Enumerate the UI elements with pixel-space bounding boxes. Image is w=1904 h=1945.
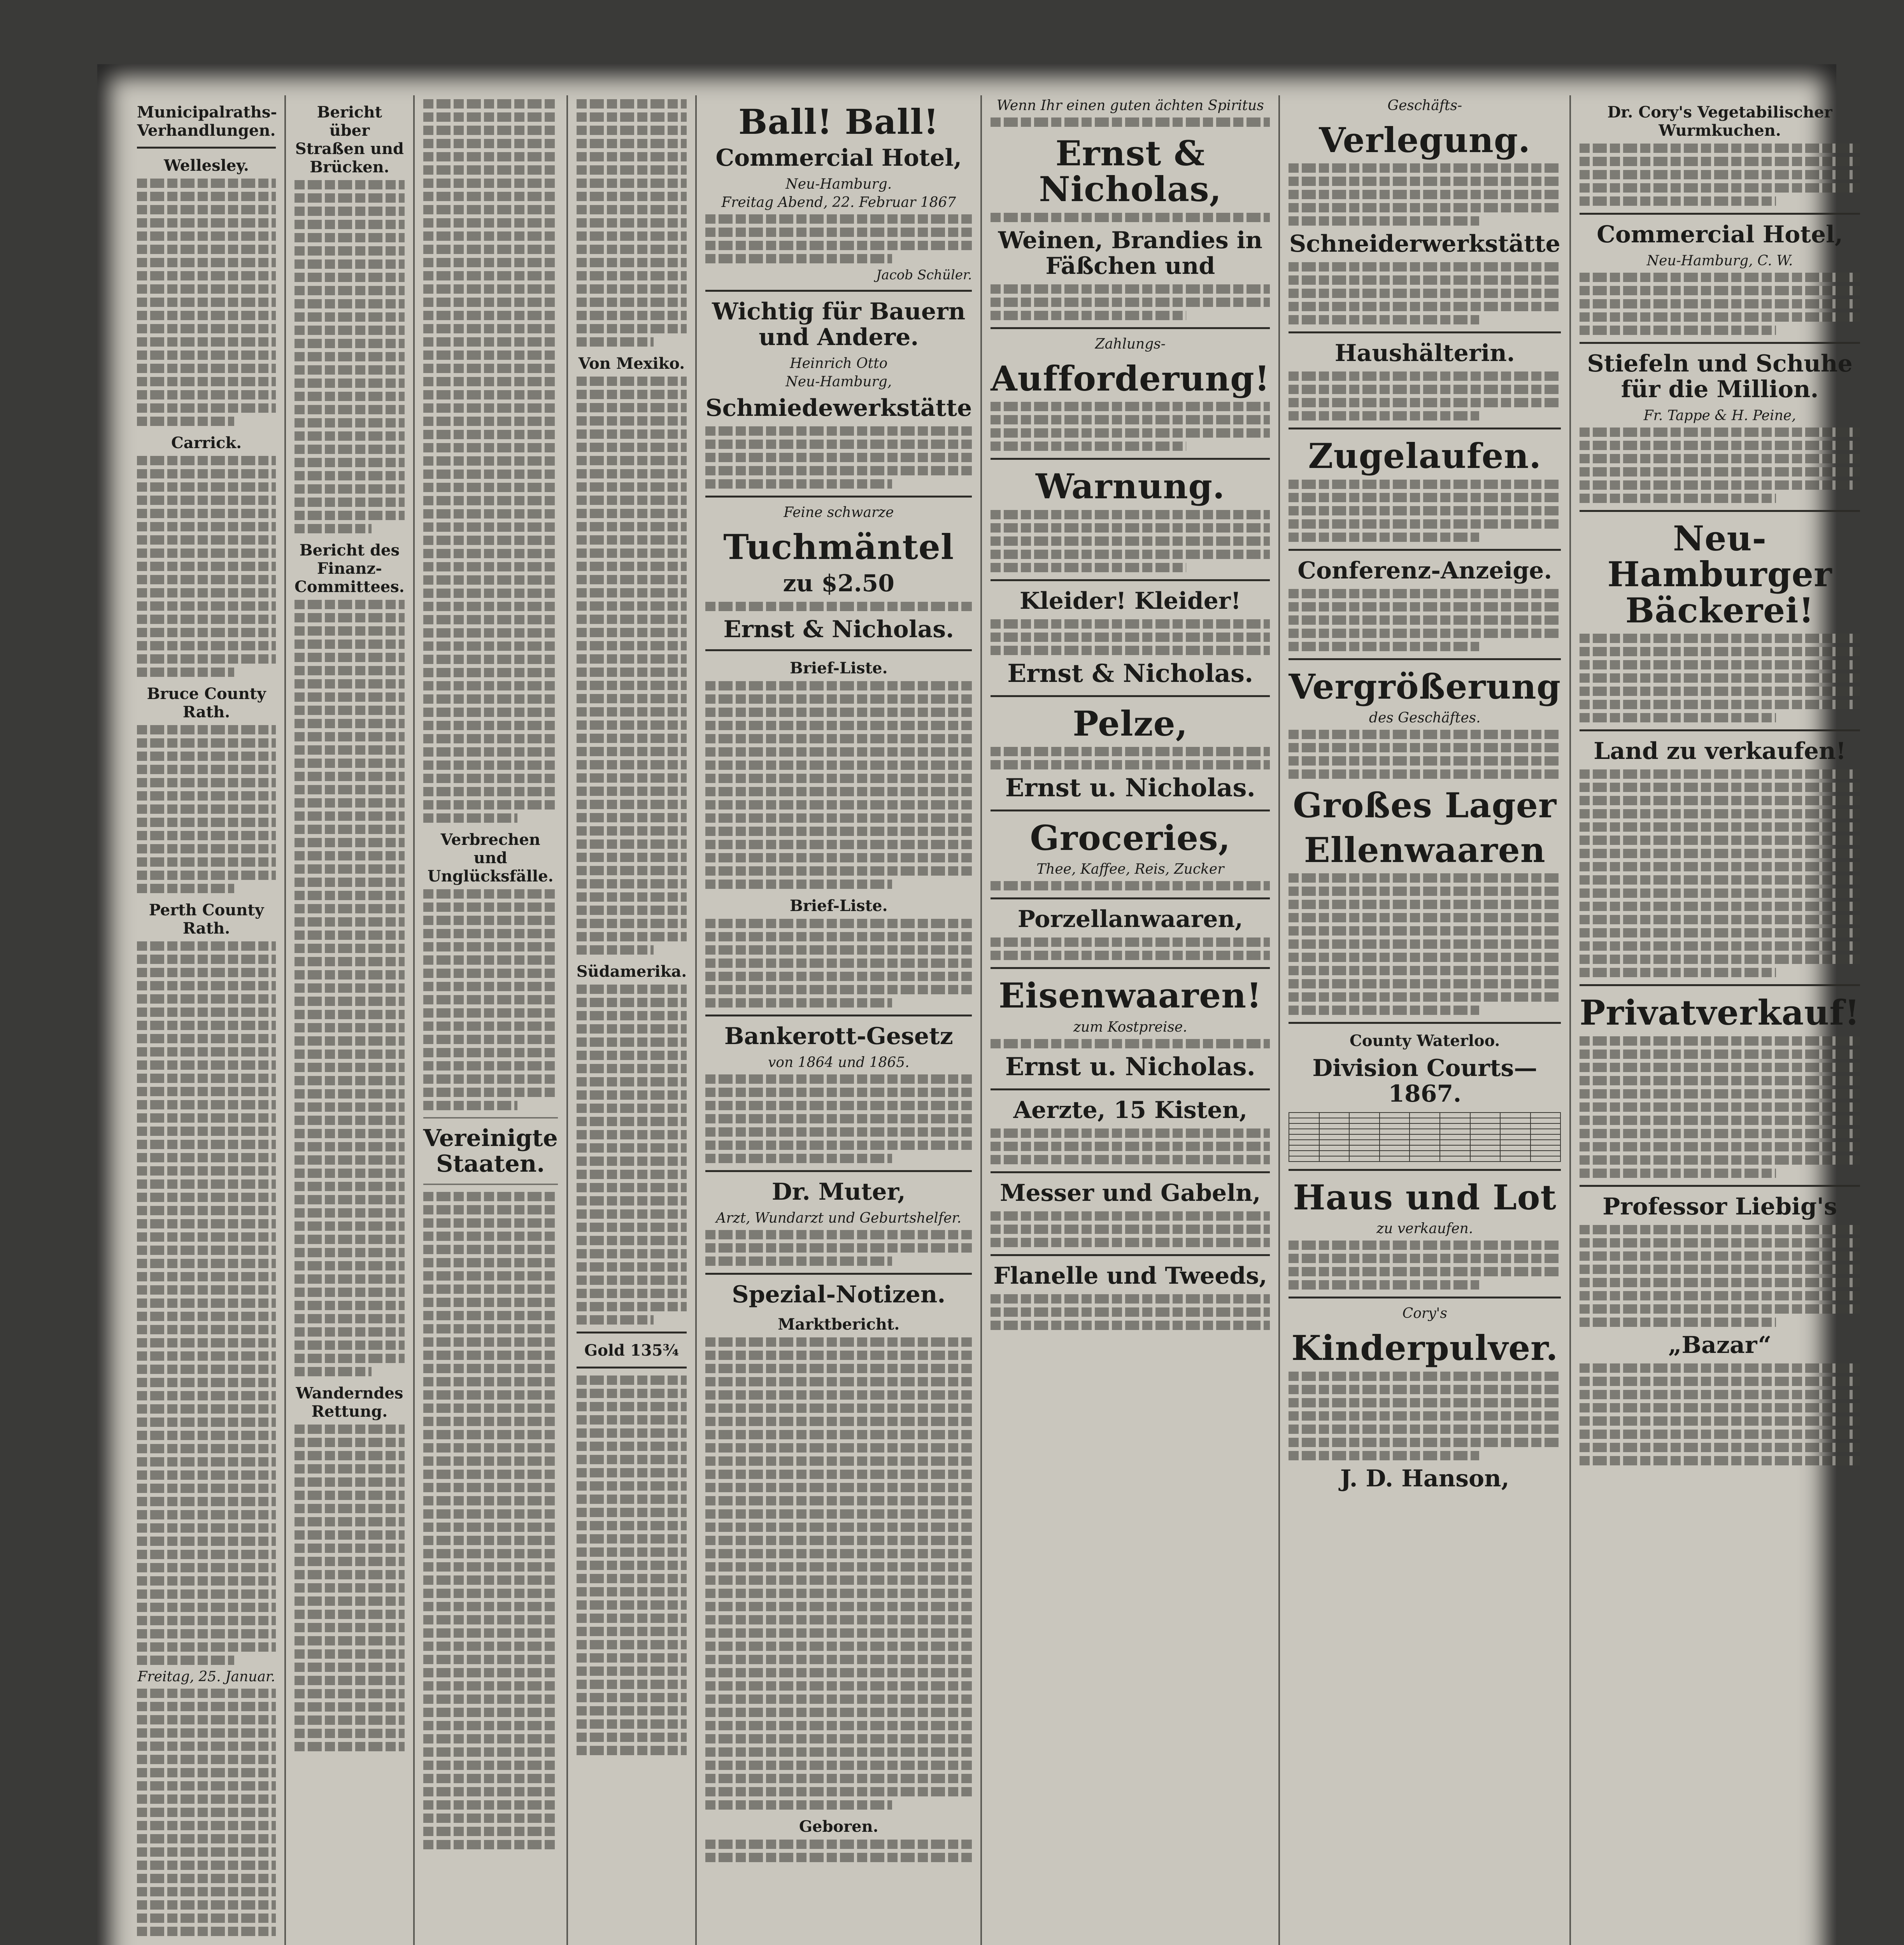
messer-title: Messer und Gabeln,: [1000, 1179, 1261, 1207]
grosses-lager: Großes Lager: [1293, 785, 1557, 826]
county-waterloo: County Waterloo.: [1350, 1031, 1500, 1050]
eisen-title: Eisenwaaren!: [998, 975, 1262, 1016]
ellenwaaren-title: Ellenwaaren: [1304, 829, 1546, 870]
division-courts-table: [1289, 1112, 1561, 1162]
column-3: [415, 95, 568, 1945]
zugelaufen-title: Zugelaufen.: [1308, 436, 1542, 477]
column-1: [128, 95, 286, 1945]
aufforderung-title: Aufforderung!: [991, 358, 1270, 399]
muter-name: Dr. Muter,: [771, 1178, 906, 1206]
section-carrick: Carrick.: [171, 434, 242, 452]
verlegung-title: Verlegung.: [1319, 120, 1531, 160]
ball-title: Ball! Ball!: [738, 102, 939, 142]
muter-sub: Arzt, Wundarzt und Geburtshelfer.: [716, 1210, 962, 1226]
conferenz-title: Conferenz-Anzeige.: [1297, 557, 1552, 584]
groceries-title: Groceries,: [1030, 817, 1231, 858]
bazar-title: „Bazar“: [1668, 1331, 1772, 1359]
spezial-notizen: Spezial-Notizen.: [732, 1281, 946, 1308]
column-7: [1280, 95, 1571, 1945]
pelze-title: Pelze,: [1073, 703, 1188, 744]
vergroesserung-title: Vergrößerung: [1289, 666, 1561, 707]
gold-price: Gold 135¾: [584, 1341, 679, 1360]
wichtig-heading: Wichtig für Bauern und Andere.: [712, 298, 966, 351]
baeckerei-title: Neu-Hamburger Bäckerei!: [1607, 518, 1832, 631]
corys-label: Cory's: [1402, 1305, 1447, 1322]
section-wellesley: Wellesley.: [164, 156, 249, 175]
corys-wurmkuchen: Dr. Cory's Vegetabilischer Wurmkuchen.: [1607, 103, 1832, 140]
land-title: Land zu verkaufen!: [1594, 738, 1846, 765]
column-8: [1571, 95, 1869, 1945]
column-6: [982, 95, 1280, 1945]
section-mexiko: Von Mexiko.: [578, 354, 685, 373]
hotel-place: Neu-Hamburg.: [785, 176, 892, 193]
tuch-price: zu $2.50: [783, 569, 894, 597]
marktbericht: Marktbericht.: [778, 1315, 900, 1333]
column-5: [697, 95, 982, 1945]
section-finanz: Bericht des Finanz-Committees.: [295, 541, 405, 596]
firm-b: Ernst u. Nicholas.: [1005, 773, 1255, 803]
tappe-peine: Fr. Tappe & H. Peine,: [1643, 408, 1796, 424]
stiefel-title: Stiefeln und Schuhe für die Million.: [1587, 350, 1853, 403]
spiritus-intro: Wenn Ihr einen guten ächten Spiritus: [996, 98, 1264, 114]
newspaper-page: [97, 64, 1860, 1945]
firm-c: Ernst u. Nicholas.: [1005, 1052, 1255, 1081]
section-strassen: Bericht über Straßen und Brücken.: [295, 103, 404, 176]
haus-und-lot: Haus und Lot: [1293, 1177, 1557, 1218]
brief-liste-2: Brief-Liste.: [789, 896, 888, 915]
section-rettung: Wanderndes Rettung.: [296, 1384, 403, 1421]
brief-liste-1: Brief-Liste.: [789, 659, 888, 677]
section-suedamerika: Südamerika.: [576, 962, 687, 981]
zu-verkaufen: zu verkaufen.: [1376, 1221, 1473, 1237]
section-perth: Perth County Rath.: [149, 901, 264, 937]
liebig-title: Professor Liebig's: [1602, 1193, 1837, 1220]
commercial-place: Neu-Hamburg, C. W.: [1646, 253, 1793, 269]
schmiede-heading: Schmiedewerkstätte: [705, 394, 972, 422]
privatverkauf-title: Privatverkauf!: [1580, 992, 1860, 1033]
date-freitag: Freitag, 25. Januar.: [137, 1669, 275, 1685]
column-2: [286, 95, 415, 1945]
otto-name: Heinrich Otto: [790, 356, 888, 372]
aerzte-title: Aerzte, 15 Kisten,: [1013, 1096, 1248, 1124]
col1-heading: Municipalraths-Verhandlungen.: [137, 103, 277, 140]
porzellan-title: Porzellanwaaren,: [1017, 906, 1243, 933]
weinen-line: Weinen, Brandies in Fäßchen und: [998, 226, 1263, 280]
ball-date: Freitag Abend, 22. Februar 1867: [721, 194, 956, 211]
bankrott-sub: von 1864 und 1865.: [768, 1054, 910, 1071]
haushaelterin-title: Haushälterin.: [1334, 340, 1515, 367]
column-4: [568, 95, 697, 1945]
geboren: Geboren.: [799, 1817, 878, 1836]
kinderpulver-title: Kinderpulver.: [1291, 1328, 1559, 1369]
tuchmaentel-title: Tuchmäntel: [723, 527, 954, 568]
commercial-hotel: Commercial Hotel,: [1597, 221, 1843, 248]
bankrott-title: Bankerott-Gesetz: [724, 1022, 953, 1050]
zahlungs-label: Zahlungs-: [1095, 336, 1166, 352]
section-bruce: Bruce County Rath.: [147, 685, 266, 721]
geschaefts-label: Geschäfts-: [1387, 98, 1462, 114]
ernst-nicholas-banner: Ernst & Nicholas,: [1039, 133, 1222, 210]
des-geschaeftes: des Geschäftes.: [1369, 710, 1481, 726]
firm-a: Ernst & Nicholas.: [1007, 659, 1254, 688]
section-verbrechen: Verbrechen und Unglücksfälle.: [427, 831, 554, 885]
schneider-title: Schneiderwerkstätte: [1289, 230, 1560, 258]
groceries-sub: Thee, Kaffee, Reis, Zucker: [1036, 861, 1224, 878]
tuch-firm: Ernst & Nicholas.: [723, 615, 954, 643]
ball-signature: Jacob Schüler.: [876, 267, 972, 283]
flanelle-title: Flanelle und Tweeds,: [993, 1262, 1268, 1290]
hotel-name: Commercial Hotel,: [715, 144, 962, 172]
division-courts: Division Courts—1867.: [1312, 1054, 1538, 1107]
feine-label: Feine schwarze: [784, 505, 894, 521]
section-vereinigte-staaten: Vereinigte Staaten.: [423, 1125, 558, 1178]
kleider-title: Kleider! Kleider!: [1019, 587, 1241, 615]
hanson-name: J. D. Hanson,: [1340, 1465, 1510, 1492]
eisen-sub: zum Kostpreise.: [1073, 1019, 1187, 1035]
warnung-title: Warnung.: [1035, 466, 1225, 507]
otto-place: Neu-Hamburg,: [785, 374, 892, 390]
